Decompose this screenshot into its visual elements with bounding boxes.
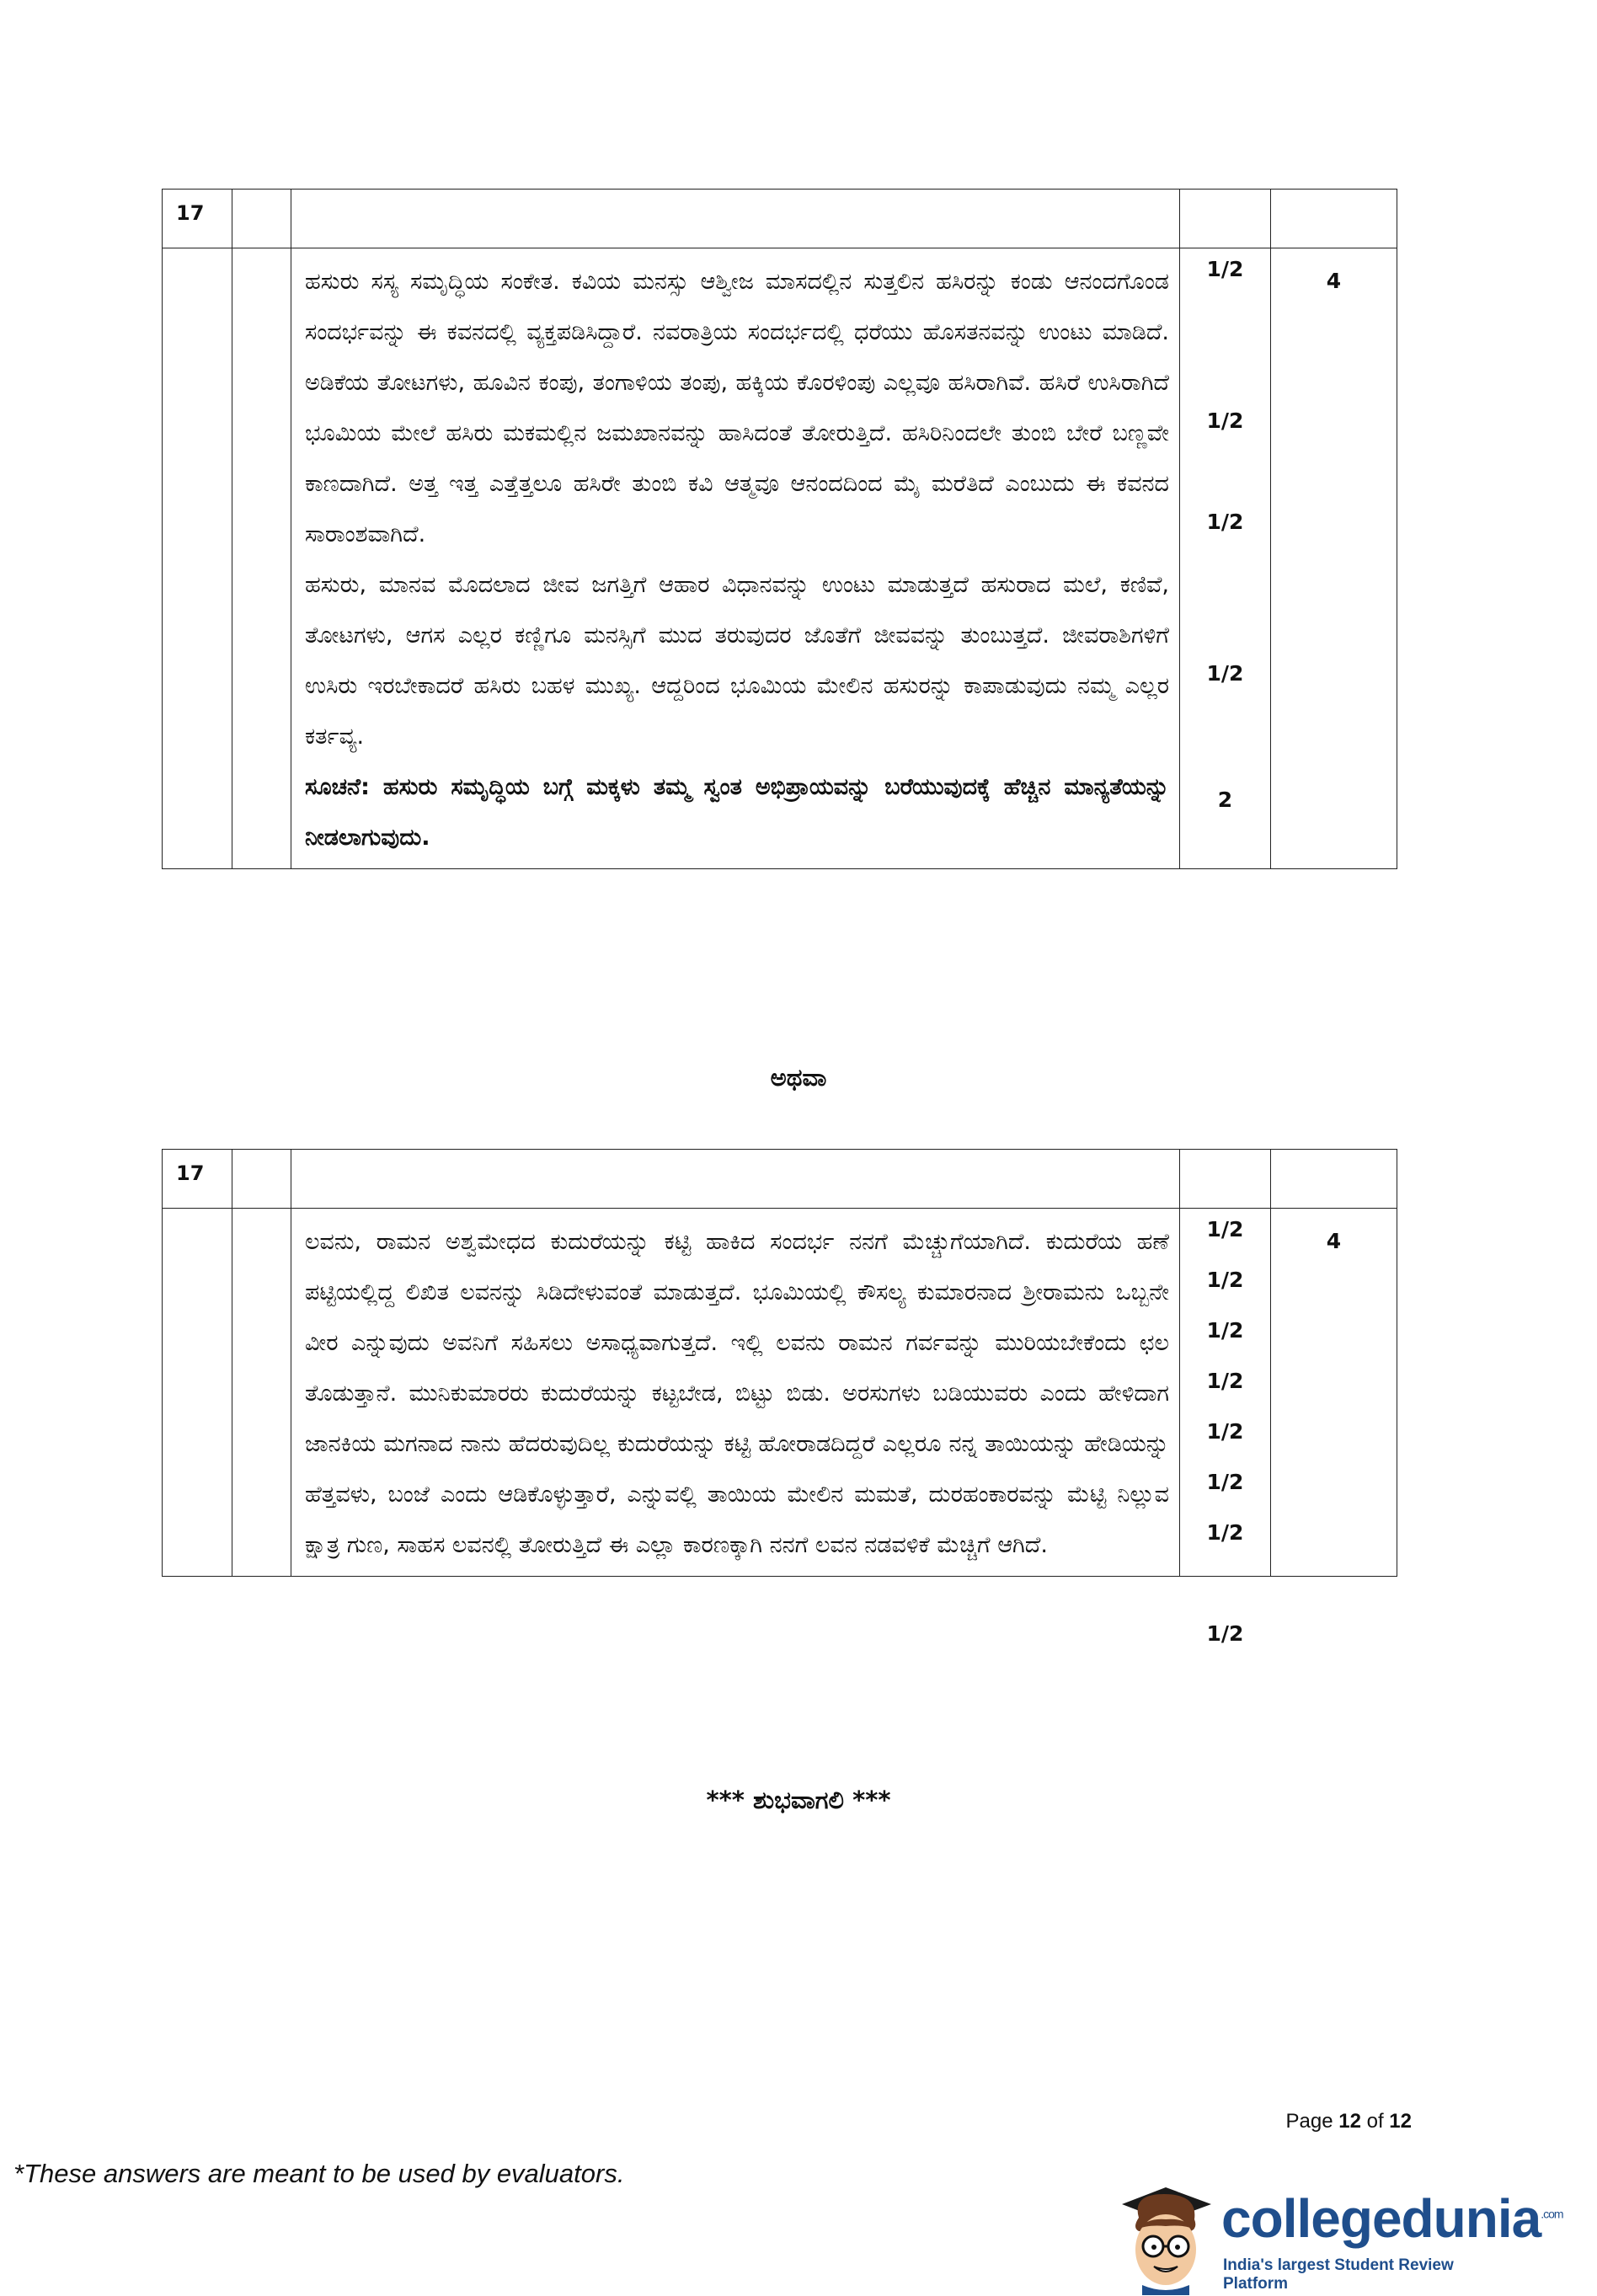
mascot-icon	[1114, 2169, 1223, 2295]
mark-value: 1/2	[1206, 1217, 1244, 1241]
question-number: 17	[176, 1161, 205, 1185]
brand-name: collegedunia$^{.com}$	[1221, 2188, 1563, 2249]
mark-value: 1/2	[1206, 408, 1244, 433]
answer-paragraph: ಲವನು, ರಾಮನ ಅಶ್ವಮೇಧದ ಕುದುರೆಯನ್ನು ಕಟ್ಟಿ ಹಾಕಿದ ಸಂದರ್ಭ ನನಗೆ ಮೆಚ್ಚುಗೆಯಾಗಿದೆ. ಕುದುರೆಯ ಹಣೆ ಪಟ್ಟಿಯಲ್ಲಿದ್ದ ಲಿಖಿತ ಲವನನ್ನು ಸಿಡಿದೇಳುವಂತೆ ಮಾಡುತ್ತದೆ. ಭೂಮಿಯಲ್ಲಿ ಕೌಸಲ್ಯ ಕುಮಾರನಾದ ಶ್ರೀರಾಮನು ಒಬ್ಬನೇ ವೀರ ಎನ್ನುವುದು ಅವನಿಗೆ ಸಹಿಸಲು ಅಸಾಧ್ಯವಾಗುತ್ತದೆ. ಇಲ್ಲಿ ಲವನು ರಾಮನ ಗರ್ವವನ್ನು ಮುರಿಯಬೇಕೆಂದು ಛಲ ತೊಡುತ್ತಾನೆ. ಮುನಿಕುಮಾರರು ಕುದುರೆಯನ್ನು ಕಟ್ಟಬೇಡ, ಬಿಟ್ಟು ಬಿಡು. ಅರಸುಗಳು ಬಡಿಯುವರು ಎಂದು ಹೇಳಿದಾಗ ಜಾನಕಿಯ ಮಗನಾದ ನಾನು ಹೆದರುವುದಿಲ್ಲ ಕುದುರೆಯನ್ನು ಕಟ್ಟಿ ಹೋರಾಡದಿದ್ದರೆ ಎಲ್ಲರೂ ನನ್ನ ತಾಯಿಯನ್ನು ಹೇಡಿಯನ್ನು ಹೆತ್ತವಳು, ಬಂಜೆ ಎಂದು ಆಡಿಕೊಳ್ಳುತ್ತಾರೆ, ಎನ್ನುವಲ್ಲಿ ತಾಯಿಯ ಮೇಲಿನ ಮಮತೆ, ದುರಹಂಕಾರವನ್ನು ಮೆಟ್ಟಿ ನಿಲ್ಲುವ ಕ್ಷಾತ್ರ ಗುಣ, ಸಾಹಸ ಲವನಲ್ಲಿ ತೋರುತ್ತಿದೆ ಈ ಎಲ್ಲಾ ಕಾರಣಕ್ಕಾಗಿ ನನಗೆ ಲವನ ನಡವಳಿಕೆ ಮೆಚ್ಚಿಗೆ ಆಗಿದೆ.	[305, 1229, 1169, 1558]
mark-value: 1/2	[1206, 1520, 1244, 1545]
closing-wishes: *** ಶುಭವಾಗಲಿ ***	[706, 1786, 891, 1814]
total-marks: 4	[1326, 269, 1342, 293]
mark-value: 1/2	[1206, 1621, 1244, 1646]
marks-cell	[1180, 1209, 1271, 1646]
question-number-cell	[163, 190, 232, 248]
question-number: 17	[176, 201, 205, 225]
mark-value: 1/2	[1206, 510, 1244, 534]
mark-value: 1/2	[1206, 1268, 1244, 1292]
total-marks-cell	[1271, 248, 1397, 869]
evaluator-disclaimer: *These answers are meant to be used by evaluators.	[13, 2159, 625, 2188]
mark-value: 1/2	[1206, 1369, 1244, 1393]
mark-value: 1/2	[1206, 257, 1244, 281]
mark-value: 1/2	[1206, 1470, 1244, 1494]
answer-paragraph: ಹಸುರು, ಮಾನವ ಮೊದಲಾದ ಜೀವ ಜಗತ್ತಿಗೆ ಆಹಾರ ವಿಧಾನವನ್ನು ಉಂಟು ಮಾಡುತ್ತದೆ ಹಸುರಾದ ಮಲೆ, ಕಣಿವೆ, ತೋಟಗಳು, ಆಗಸ ಎಲ್ಲರ ಕಣ್ಣಿಗೂ ಮನಸ್ಸಿಗೆ ಮುದ ತರುವುದರ ಜೊತೆಗೆ ಜೀವವನ್ನು ತುಂಬುತ್ತದೆ. ಜೀವರಾಶಿಗಳಿಗೆ ಉಸಿರು ಇರಬೇಕಾದರೆ ಹಸಿರು ಬಹಳ ಮುಖ್ಯ. ಆದ್ದರಿಂದ ಭೂಮಿಯ ಮೇಲಿನ ಹಸುರನ್ನು ಕಾಪಾಡುವುದು ನಮ್ಮ ಎಲ್ಲರ ಕರ್ತವ್ಯ.	[305, 572, 1169, 750]
mark-value: 1/2	[1206, 661, 1244, 686]
answer-body	[291, 1209, 1179, 1576]
total-marks: 4	[1326, 1229, 1342, 1253]
page-number: Page 12 of 12	[1285, 2110, 1412, 2133]
question-number-cell	[163, 1150, 232, 1209]
answer-body	[291, 248, 1179, 868]
collegedunia-logo[interactable]	[1114, 2169, 1563, 2295]
answer-text-cell	[291, 1209, 1180, 1577]
marks-cell	[1180, 248, 1271, 869]
mark-value: 1/2	[1206, 1419, 1244, 1444]
answer-paragraph: ಹಸುರು ಸಸ್ಯ ಸಮೃದ್ಧಿಯ ಸಂಕೇತ. ಕವಿಯ ಮನಸ್ಸು ಆಶ್ವೀಜ ಮಾಸದಲ್ಲಿನ ಸುತ್ತಲಿನ ಹಸಿರನ್ನು ಕಂಡು ಆನಂದಗೊಂಡ ಸಂದರ್ಭವನ್ನು ಈ ಕವನದಲ್ಲಿ ವ್ಯಕ್ತಪಡಿಸಿದ್ದಾರೆ. ನವರಾತ್ರಿಯ ಸಂದರ್ಭದಲ್ಲಿ ಧರೆಯು ಹೊಸತನವನ್ನು ಉಂಟು ಮಾಡಿದೆ. ಅಡಿಕೆಯ ತೋಟಗಳು, ಹೂವಿನ ಕಂಪು, ತಂಗಾಳಿಯ ತಂಪು, ಹಕ್ಕಿಯ ಕೊರಳಿಂಪು ಎಲ್ಲವೂ ಹಸಿರಾಗಿವೆ. ಹಸಿರೆ ಉಸಿರಾಗಿದೆ ಭೂಮಿಯ ಮೇಲೆ ಹಸಿರು ಮಕಮಲ್ಲಿನ ಜಮಖಾನವನ್ನು ಹಾಸಿದಂತೆ ತೋರುತ್ತಿದೆ. ಹಸಿರಿನಿಂದಲೇ ತುಂಬಿ ಬೇರೆ ಬಣ್ಣವೇ ಕಾಣದಾಗಿದೆ. ಅತ್ತ ಇತ್ತ ಎತ್ತೆತ್ತಲೂ ಹಸಿರೇ ತುಂಬಿ ಕವಿ ಆತ್ಮವೂ ಆನಂದದಿಂದ ಮೈ ಮರೆತಿದೆ ಎಂಬುದು ಈ ಕವನದ ಸಾರಾಂಶವಾಗಿದೆ.	[305, 269, 1169, 547]
answer-table-2	[162, 1149, 1397, 1646]
answer-text-cell	[291, 248, 1180, 869]
answer-table-1	[162, 189, 1397, 869]
or-separator: ಅಥವಾ	[770, 1063, 827, 1092]
mark-value: 2	[1217, 788, 1233, 812]
brand-tagline: India's largest Student Review Platform	[1223, 2256, 1454, 2293]
mark-value: 1/2	[1206, 1318, 1244, 1343]
total-marks-cell	[1271, 1209, 1397, 1577]
evaluator-note: ಸೂಚನೆ: ಹಸುರು ಸಮೃದ್ಧಿಯ ಬಗ್ಗೆ ಮಕ್ಕಳು ತಮ್ಮ ಸ್ವಂತ ಅಭಿಪ್ರಾಯವನ್ನು ಬರೆಯುವುದಕ್ಕೆ ಹೆಚ್ಚಿನ ಮಾನ್ಯತೆಯನ್ನು ನೀಡಲಾಗುವುದು.	[305, 774, 1169, 851]
